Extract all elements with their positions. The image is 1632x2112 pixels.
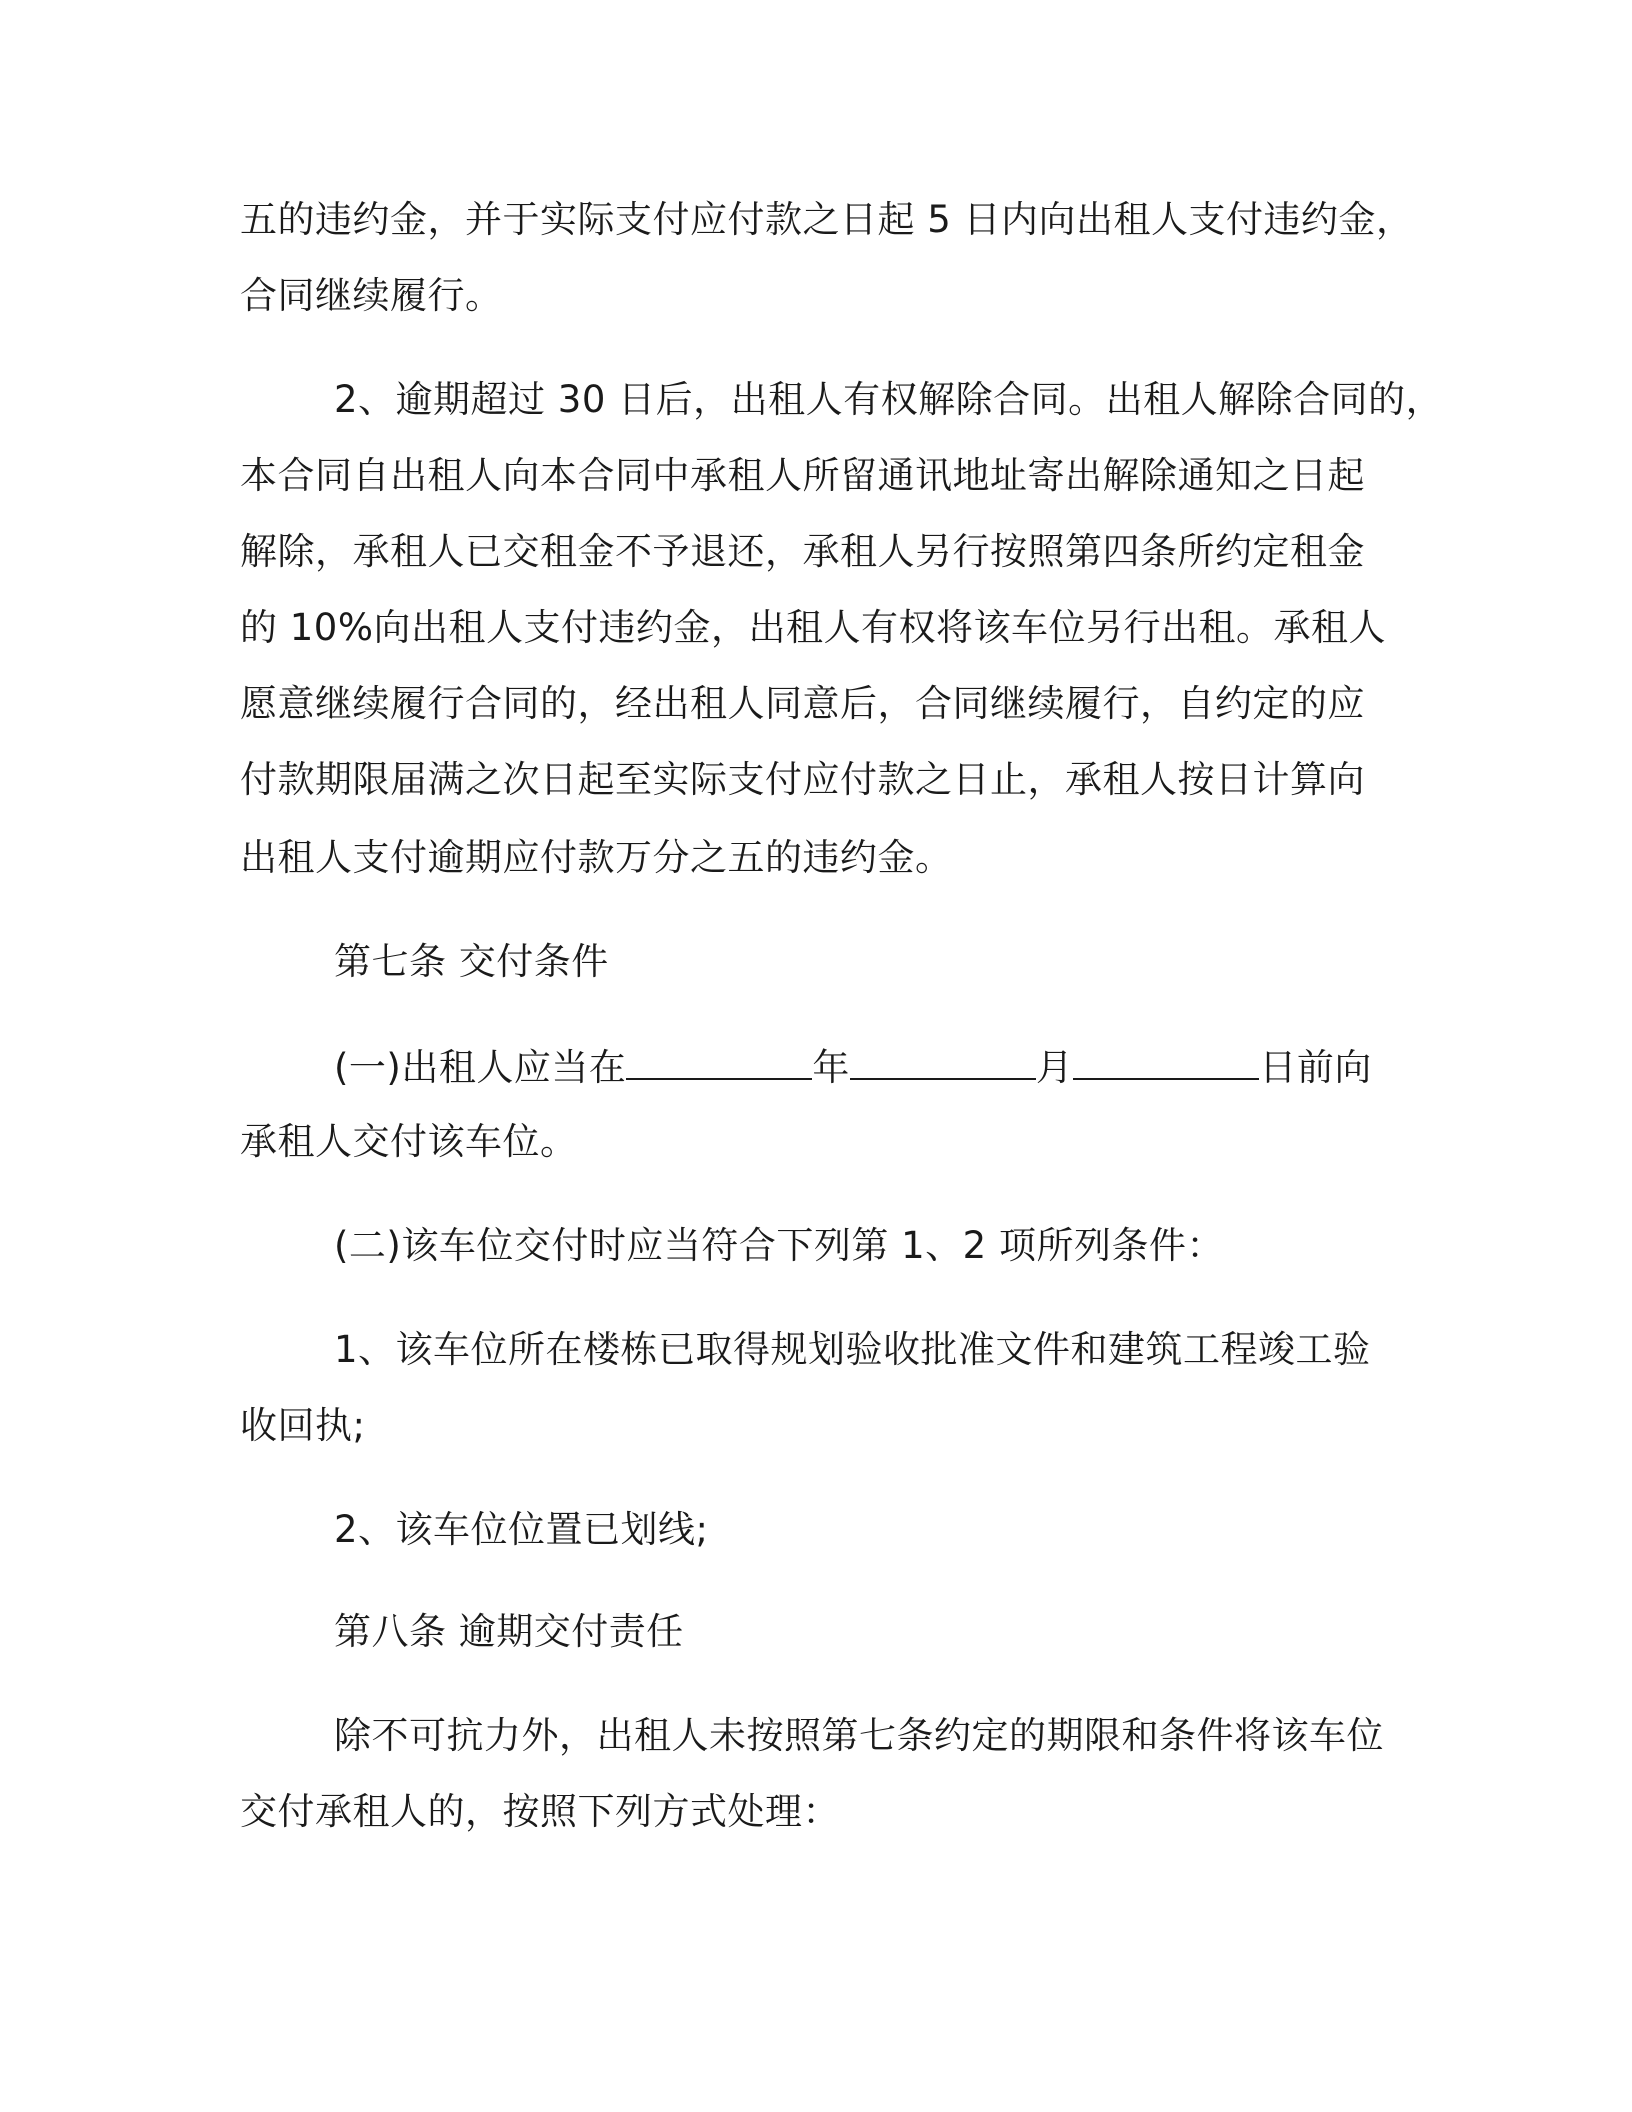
paragraph-line: 承租人交付该车位。 [240, 1120, 578, 1163]
delivery-date-line [334, 1042, 1372, 1092]
paragraph-line: 本合同自出租人向本合同中承租人所留通讯地址寄出解除通知之日起 [240, 454, 1365, 497]
paragraph-line: 五的违约金，并于实际支付应付款之日起 5 日内向出租人支付违约金， [240, 198, 1414, 241]
year-blank [626, 1042, 812, 1080]
paragraph-line: 收回执; [240, 1404, 366, 1447]
article-heading: 第八条 逾期交付责任 [334, 1610, 684, 1653]
day-suffix: 日前向 [1259, 1046, 1372, 1089]
paragraph-line: 解除，承租人已交租金不予退还，承租人另行按照第四条所约定租金 [240, 530, 1365, 573]
paragraph-line: 的 10%向出租人支付违约金，出租人有权将该车位另行出租。承租人 [240, 606, 1386, 649]
article-heading: 第七条 交付条件 [334, 940, 609, 983]
paragraph-line: 出租人支付逾期应付款万分之五的违约金。 [240, 836, 953, 879]
paragraph-line: 1、该车位所在楼栋已取得规划验收批准文件和建筑工程竣工验 [334, 1328, 1371, 1371]
year-label: 年 [812, 1046, 850, 1089]
paragraph-line: 愿意继续履行合同的，经出租人同意后，合同继续履行，自约定的应 [240, 682, 1365, 725]
month-label: 月 [1035, 1046, 1074, 1089]
paragraph-line: 2、该车位位置已划线; [334, 1508, 709, 1551]
delivery-date-prefix: (一)出租人应当在 [334, 1046, 627, 1089]
paragraph-line: 付款期限届满之次日起至实际支付应付款之日止，承租人按日计算向 [240, 758, 1365, 801]
paragraph-line: 合同继续履行。 [240, 274, 503, 317]
paragraph-line: 2、逾期超过 30 日后，出租人有权解除合同。出租人解除合同的， [334, 378, 1444, 421]
month-blank [850, 1042, 1036, 1080]
paragraph-line: 交付承租人的，按照下列方式处理： [240, 1790, 840, 1833]
paragraph-line: 除不可抗力外，出租人未按照第七条约定的期限和条件将该车位 [334, 1714, 1384, 1757]
paragraph-line: (二)该车位交付时应当符合下列第 1、2 项所列条件： [334, 1224, 1224, 1267]
day-blank [1073, 1042, 1259, 1080]
